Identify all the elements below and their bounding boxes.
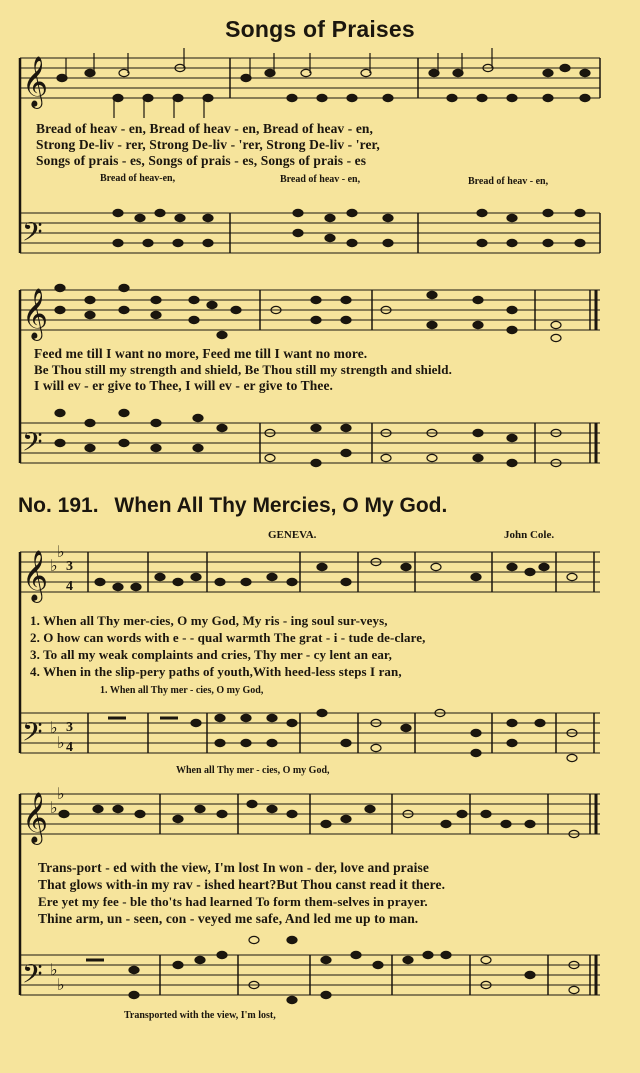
verse-line: Trans-port - ed with the view, I'm lost In won - der, love and praise — [38, 860, 429, 875]
svg-text:♭: ♭ — [50, 960, 58, 979]
svg-text:♭: ♭ — [57, 784, 65, 803]
svg-text:♭: ♭ — [50, 718, 58, 737]
verse-line: 2. O how can words with e - - qual warmth The grat - i - tude de-clare, — [30, 630, 426, 645]
treble-clef-icon: 𝄞 — [22, 792, 49, 843]
svg-text:♭: ♭ — [50, 556, 58, 575]
verse-line: Bread of heav - en, Bread of heav - en, Bread of heav - en, — [36, 121, 374, 136]
hymn-number: No. 191. — [18, 494, 99, 517]
barlines — [88, 58, 600, 995]
bass-lyric: Bread of heav - en, — [468, 176, 549, 187]
svg-text:♭: ♭ — [57, 975, 65, 994]
svg-text:3: 3 — [66, 559, 73, 574]
verse-line: Strong De-liv - rer, Strong De-liv - 'rer, Strong De-liv - 'rer, — [36, 137, 380, 152]
bass-lyric: Transported with the view, I'm lost, — [124, 1010, 276, 1021]
verse-line: Thine arm, un - seen, con - veyed me safe, And led me up to man. — [38, 911, 419, 926]
svg-text:♭: ♭ — [57, 733, 65, 752]
staff-lines — [20, 552, 600, 592]
bass-lyric: When all Thy mer - cies, O my God, — [176, 765, 330, 776]
svg-text:3: 3 — [66, 720, 73, 735]
verse-line: Songs of prais - es, Songs of prais - es, Songs of prais - es — [36, 153, 367, 168]
bass-lyric: 1. When all Thy mer - cies, O my God, — [100, 685, 264, 696]
treble-clef-icon: 𝄞 — [22, 550, 49, 601]
clefs — [22, 56, 48, 996]
staff-lines — [20, 423, 600, 463]
svg-text:4: 4 — [66, 740, 73, 755]
tune-name: GENEVA. — [268, 529, 317, 541]
bass-lyric: Bread of heav - en, — [280, 174, 361, 185]
svg-text:♭: ♭ — [50, 798, 58, 817]
verse-line: Ere yet my fee - ble tho'ts had learned To form them-selves in prayer. — [38, 894, 428, 909]
bass-clef-icon: 𝄢 — [22, 716, 43, 754]
svg-text:4: 4 — [66, 579, 73, 594]
verse-line: I will ev - er give to Thee, I will ev - er give to Thee. — [34, 378, 334, 393]
verse-line: Be Thou still my strength and shield, Be Thou still my strength and shield. — [34, 362, 452, 377]
bass-clef-icon: 𝄢 — [22, 426, 43, 464]
verse-line: Feed me till I want no more, Feed me till I want no more. — [34, 346, 368, 361]
treble-clef-icon: 𝄞 — [22, 288, 49, 339]
hymn-header — [18, 494, 447, 518]
verse-line: That glows with-in my rav - ished heart?But Thou canst read it there. — [38, 877, 446, 892]
bass-lyric: Bread of heav-en, — [100, 173, 176, 184]
verse-line: 4. When in the slip-pery paths of youth,With heed-less steps I ran, — [30, 664, 402, 679]
composer: John Cole. — [504, 529, 555, 541]
bass-clef-icon: 𝄢 — [22, 216, 43, 254]
svg-text:♭: ♭ — [57, 542, 65, 561]
verse-line: 1. When all Thy mer-cies, O my God, My ris - ing soul sur-veys, — [30, 613, 388, 628]
bass-clef-icon: 𝄢 — [22, 958, 43, 996]
hymn-title: When All Thy Mercies, O My God. — [114, 494, 448, 517]
treble-clef-icon: 𝄞 — [22, 56, 49, 107]
hymn-title: Songs of Praises — [225, 16, 415, 42]
verse-line: 3. To all my weak complaints and cries, Thy mer - cy lent an ear, — [30, 647, 392, 662]
